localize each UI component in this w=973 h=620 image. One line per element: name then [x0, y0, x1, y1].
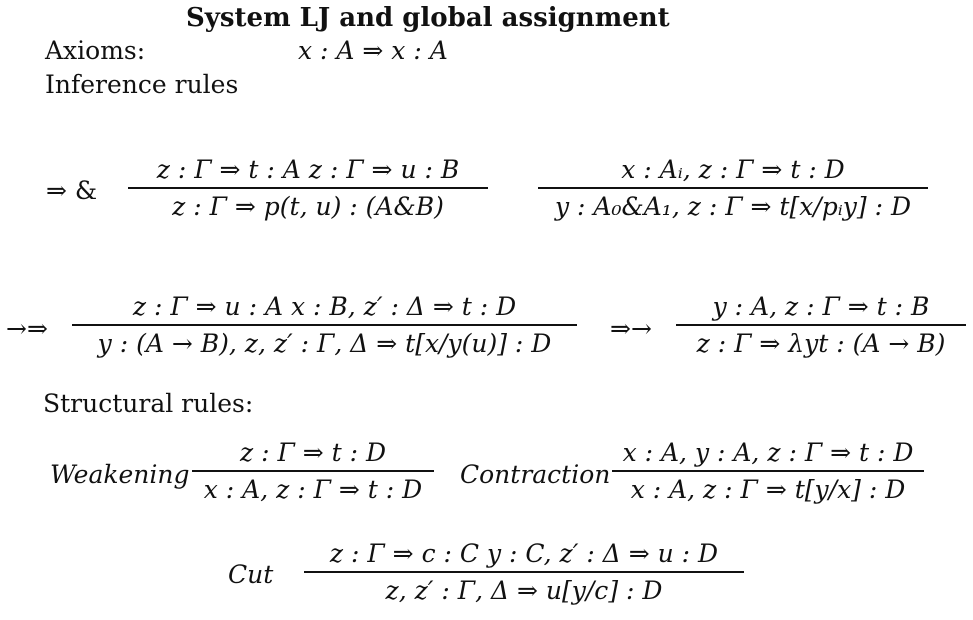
rule-imp-left [72, 292, 577, 358]
rule-contraction [612, 438, 924, 504]
rule-imp-right-conclusion: z : Γ ⇒ λyt : (A → B) [696, 328, 946, 358]
inference-line [304, 571, 744, 573]
rule-and-left [538, 155, 928, 221]
rule-imp-right-premise: y : A, z : Γ ⇒ t : B [712, 292, 930, 321]
rule-label-cut: Cut [228, 560, 274, 589]
rule-and-left-premise: x : Aᵢ, z : Γ ⇒ t : D [621, 155, 845, 184]
rule-and-right-conclusion: z : Γ ⇒ p(t, u) : (A&B) [172, 191, 444, 221]
structural-rules-heading: Structural rules: [43, 389, 254, 418]
inference-line [676, 324, 966, 326]
rule-label-contraction: Contraction [460, 460, 611, 489]
axiom-formula: x : A ⇒ x : A [298, 36, 448, 65]
rule-and-right-premises: z : Γ ⇒ t : A z : Γ ⇒ u : B [156, 155, 460, 184]
rule-label-imp-left: →⇒ [6, 314, 48, 343]
rule-label-and-right: ⇒ & [46, 176, 98, 205]
page-title: System LJ and global assignment [186, 3, 670, 33]
inference-rules-heading: Inference rules [45, 70, 239, 99]
rule-and-left-conclusion: y : A₀&A₁, z : Γ ⇒ t[x/pᵢy] : D [554, 191, 911, 221]
rule-imp-right [676, 292, 966, 358]
inference-line [128, 187, 488, 189]
inference-line [538, 187, 928, 189]
rule-weakening [192, 438, 434, 504]
rule-label-imp-right: ⇒→ [610, 314, 652, 343]
rule-cut [304, 539, 744, 605]
rule-cut-conclusion: z, z′ : Γ, Δ ⇒ u[y/c] : D [385, 575, 663, 605]
rule-imp-left-premises: z : Γ ⇒ u : A x : B, z′ : Δ ⇒ t : D [132, 292, 517, 321]
axioms-label: Axioms: [45, 36, 146, 65]
inference-line [72, 324, 577, 326]
rule-weakening-premise: z : Γ ⇒ t : D [239, 438, 387, 467]
inference-line [612, 470, 924, 472]
rule-label-weakening: Weakening [50, 460, 190, 489]
rule-contraction-premise: x : A, y : A, z : Γ ⇒ t : D [622, 438, 914, 467]
rule-and-right [128, 155, 488, 221]
rule-imp-left-conclusion: y : (A → B), z, z′ : Γ, Δ ⇒ t[x/y(u)] : D [97, 328, 552, 358]
inference-line [192, 470, 434, 472]
rule-contraction-conclusion: x : A, z : Γ ⇒ t[y/x] : D [630, 474, 906, 504]
rule-weakening-conclusion: x : A, z : Γ ⇒ t : D [203, 474, 423, 504]
rule-cut-premises: z : Γ ⇒ c : C y : C, z′ : Δ ⇒ u : D [329, 539, 719, 568]
